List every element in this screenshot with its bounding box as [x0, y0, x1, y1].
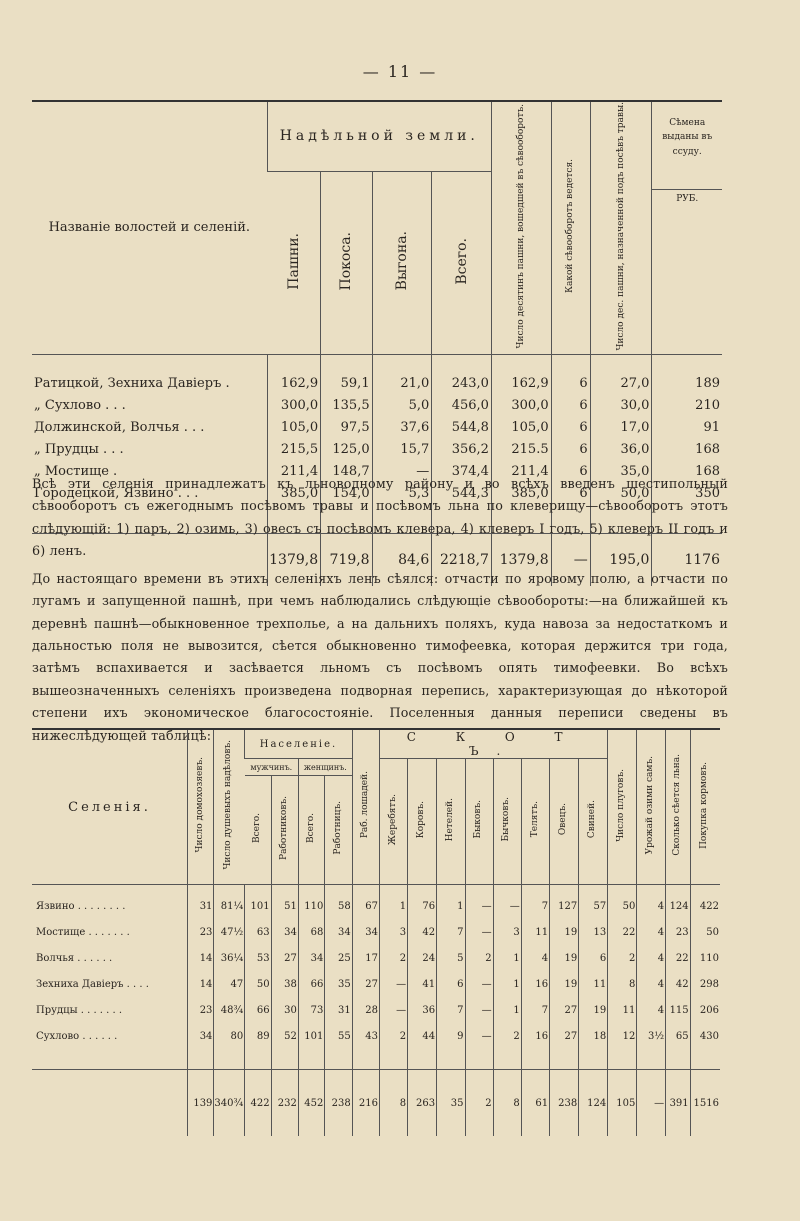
table-cell: 350 — [652, 483, 722, 505]
table-cell: 300,0 — [267, 395, 321, 417]
total-cell: 195,0 — [590, 533, 652, 586]
table-cell: 300,0 — [491, 395, 551, 417]
table-cell: 34 — [325, 919, 352, 945]
table-cell: 2 — [465, 945, 493, 971]
table-cell: 89 — [245, 1023, 271, 1049]
table-cell: 356,2 — [432, 439, 492, 461]
row-name: Язвино . . . . . . . . — [36, 900, 126, 912]
table-cell: 168 — [652, 461, 722, 483]
rotation-col-header: Число десятинъ пашни, вошедшей въ сѣвооборотъ. — [491, 102, 551, 354]
page-number: — 11 — — [362, 62, 438, 81]
table-cell: 6 — [551, 417, 590, 439]
table-row — [32, 919, 720, 945]
table-cell: 19 — [579, 997, 608, 1023]
table-row — [32, 945, 720, 971]
table-cell: 23 — [188, 919, 214, 945]
table-row — [32, 971, 720, 997]
table-cell: — — [465, 919, 493, 945]
spacer-cell — [298, 1049, 324, 1070]
table-cell: 3 — [493, 919, 521, 945]
table-cell: 34 — [352, 919, 379, 945]
women-total-header: Всего. — [298, 776, 324, 885]
table-cell: 50,0 — [590, 483, 652, 505]
table-cell: — — [465, 1023, 493, 1049]
fodder-purchase-header: Покупка кормовъ. — [690, 730, 720, 885]
table-cell: 189 — [652, 354, 722, 395]
table-cell: 53 — [245, 945, 271, 971]
spacer-cell — [579, 1049, 608, 1070]
table-cell: 17 — [352, 945, 379, 971]
table-cell: 162,9 — [491, 354, 551, 395]
census-table — [32, 728, 720, 1136]
total-cell: 124 — [579, 1070, 608, 1137]
table-cell: 55 — [325, 1023, 352, 1049]
table-cell: 8 — [608, 971, 637, 997]
table-cell: 57 — [579, 885, 608, 920]
table-cell: 66 — [298, 971, 324, 997]
table-cell: 34 — [298, 945, 324, 971]
table-cell: 1 — [437, 885, 465, 920]
table-cell: 11 — [521, 919, 549, 945]
which-rotation-col-header: Какой сѣвооборотъ ведется. — [551, 102, 590, 354]
table-row — [32, 354, 722, 395]
table-cell: — — [379, 997, 407, 1023]
table-cell: 22 — [608, 919, 637, 945]
spacer-row — [32, 1049, 720, 1070]
heifers-header: Нетелей. — [437, 759, 465, 885]
total-cell: 139 — [188, 1070, 214, 1137]
cows-header: Коровъ. — [408, 759, 437, 885]
table-cell: 97,5 — [321, 417, 372, 439]
table-cell: 105,0 — [267, 417, 321, 439]
table-cell: 12 — [608, 1023, 637, 1049]
row-name: Должинской, Волчья . . . — [34, 420, 205, 436]
total-cell: 340¾ — [214, 1070, 245, 1137]
total-cell: 35 — [437, 1070, 465, 1137]
spacer-cell — [245, 1049, 271, 1070]
table-cell: 1 — [493, 945, 521, 971]
table-cell: 91 — [652, 417, 722, 439]
table-cell: 110 — [690, 945, 720, 971]
men-workers-header: Работниковъ. — [271, 776, 298, 885]
table-cell: 4 — [637, 997, 666, 1023]
clover-col-header: Число дес. пашни, назначенной подъ посѣвъ травы. — [590, 102, 652, 354]
table-cell: 5,0 — [372, 395, 432, 417]
table-row — [32, 997, 720, 1023]
total-cell: 8 — [493, 1070, 521, 1137]
spacer-cell — [437, 1049, 465, 1070]
table-cell: 63 — [245, 919, 271, 945]
row-name: Сухлово . . . . . . — [36, 1030, 118, 1042]
table-cell: 5,3 — [372, 483, 432, 505]
total-cell: 452 — [298, 1070, 324, 1137]
men-header: мужчинъ. — [245, 759, 299, 776]
table-cell: 30,0 — [590, 395, 652, 417]
population-header: Населеніе. — [245, 730, 353, 759]
row-name: Мостище . . . . . . . — [36, 926, 130, 938]
table-cell: 1 — [493, 971, 521, 997]
table-cell: 11 — [608, 997, 637, 1023]
table-cell: 3 — [379, 919, 407, 945]
total-cell: 1379,8 — [491, 533, 551, 586]
spacer-cell — [32, 1049, 188, 1070]
hayfield-header: Покоса. — [321, 171, 372, 354]
table-cell: 215.5 — [491, 439, 551, 461]
spacer-cell — [690, 1049, 720, 1070]
spacer-cell — [493, 1049, 521, 1070]
table-cell: 6 — [579, 945, 608, 971]
pasture-header: Выгона. — [372, 171, 432, 354]
table-cell: 35,0 — [590, 461, 652, 483]
households-header: Число домохозяевъ. — [188, 730, 214, 885]
table-cell: — — [465, 997, 493, 1023]
row-name: „ Прудцы . . . — [34, 442, 124, 458]
spacer-cell — [352, 1049, 379, 1070]
ploughs-header: Число плуговъ. — [608, 730, 637, 885]
table-cell: 115 — [666, 997, 691, 1023]
table-cell: 51 — [271, 885, 298, 920]
table-cell: 36¼ — [214, 945, 245, 971]
table-cell: 1 — [379, 885, 407, 920]
table-cell: 215,5 — [267, 439, 321, 461]
table-cell: 430 — [690, 1023, 720, 1049]
table-cell: 24 — [408, 945, 437, 971]
table-cell: 65 — [666, 1023, 691, 1049]
spacer-cell — [521, 1049, 549, 1070]
table-cell: 135,5 — [321, 395, 372, 417]
table-cell: 6 — [551, 354, 590, 395]
spacer-cell — [608, 1049, 637, 1070]
table-cell: 16 — [521, 1023, 549, 1049]
total-cell: 216 — [352, 1070, 379, 1137]
table-cell: 73 — [298, 997, 324, 1023]
spacer-cell — [325, 1049, 352, 1070]
total-cell: 719,8 — [321, 533, 372, 586]
table-cell: 4 — [637, 919, 666, 945]
table-cell: 31 — [325, 997, 352, 1023]
table-cell: 66 — [245, 997, 271, 1023]
total-row — [32, 1070, 720, 1137]
table-cell: 3½ — [637, 1023, 666, 1049]
table-cell: 15,7 — [372, 439, 432, 461]
total-cell: 105 — [608, 1070, 637, 1137]
table-cell: 68 — [298, 919, 324, 945]
table-cell: 19 — [550, 971, 579, 997]
table-cell: 52 — [271, 1023, 298, 1049]
spacer-cell — [214, 1049, 245, 1070]
table-cell: 37,6 — [372, 417, 432, 439]
table-cell: 14 — [188, 945, 214, 971]
total-cell: 422 — [245, 1070, 271, 1137]
table-cell: 18 — [579, 1023, 608, 1049]
table-cell: 34 — [271, 919, 298, 945]
census-table-body — [32, 885, 720, 1137]
table-cell: 43 — [352, 1023, 379, 1049]
total-cell: — — [551, 533, 590, 586]
table-cell: 16 — [521, 971, 549, 997]
total-cell: 391 — [666, 1070, 691, 1137]
table-cell: 544,8 — [432, 417, 492, 439]
livestock-header: С К О Т Ъ. — [379, 730, 607, 759]
table-row — [32, 395, 722, 417]
row-name: Зехниха Давіеръ . . . . — [36, 978, 149, 990]
table-cell: — — [465, 971, 493, 997]
row-name: Городецкой, Язвино . . . — [34, 486, 199, 502]
table-cell: 1 — [493, 997, 521, 1023]
village-header: Селенія. — [32, 730, 188, 885]
table-cell: 2 — [493, 1023, 521, 1049]
table-cell: 38 — [271, 971, 298, 997]
table-cell: 81¼ — [214, 885, 245, 920]
table-cell: 385,0 — [491, 483, 551, 505]
table-cell: 11 — [579, 971, 608, 997]
bullocks-header: Бычковъ. — [493, 759, 521, 885]
table-cell: 422 — [690, 885, 720, 920]
table-cell: 211,4 — [491, 461, 551, 483]
table-cell: 2 — [379, 945, 407, 971]
table-cell: 48¾ — [214, 997, 245, 1023]
table-cell: 76 — [408, 885, 437, 920]
work-horses-header: Раб. лошадей. — [352, 730, 379, 885]
table-cell: 2 — [379, 1023, 407, 1049]
table-cell: 47½ — [214, 919, 245, 945]
table-cell: 243,0 — [432, 354, 492, 395]
table-cell: 374,4 — [432, 461, 492, 483]
total-cell: 232 — [271, 1070, 298, 1137]
table-cell: 210 — [652, 395, 722, 417]
table-cell: 2 — [608, 945, 637, 971]
spacer-cell — [465, 1049, 493, 1070]
table-cell: — — [493, 885, 521, 920]
table-cell: 22 — [666, 945, 691, 971]
table-cell: 385,0 — [267, 483, 321, 505]
spacer-cell — [666, 1049, 691, 1070]
table-cell: 110 — [298, 885, 324, 920]
table-cell: 298 — [690, 971, 720, 997]
total-cell: 84,6 — [372, 533, 432, 586]
table-cell: 124 — [666, 885, 691, 920]
table-row — [32, 1023, 720, 1049]
table-cell: 36,0 — [590, 439, 652, 461]
table-cell: 21,0 — [372, 354, 432, 395]
arable-header: Пашни. — [267, 171, 321, 354]
table-cell: 7 — [521, 997, 549, 1023]
row-name: Ратицкой, Зехниха Давіеръ . — [34, 376, 230, 392]
spacer-cell — [550, 1049, 579, 1070]
table-cell: 5 — [437, 945, 465, 971]
table-cell: 31 — [188, 885, 214, 920]
table-cell: 50 — [245, 971, 271, 997]
table-cell: 27 — [352, 971, 379, 997]
table-cell: 101 — [245, 885, 271, 920]
table-cell: 6 — [551, 439, 590, 461]
total-cell: 1379,8 — [267, 533, 321, 586]
table-cell: 456,0 — [432, 395, 492, 417]
table-cell: 50 — [608, 885, 637, 920]
harvest-header: Урожай озими самъ. — [637, 730, 666, 885]
spacer-cell — [188, 1049, 214, 1070]
total-cell: 1176 — [652, 533, 722, 586]
table-cell: 544,3 — [432, 483, 492, 505]
table-cell: 206 — [690, 997, 720, 1023]
women-header: женщинъ. — [298, 759, 352, 776]
table-cell: 127 — [550, 885, 579, 920]
bulls-header: Быковъ. — [465, 759, 493, 885]
table-cell: — — [372, 461, 432, 483]
table-cell: 162,9 — [267, 354, 321, 395]
total-cell: 2218,7 — [432, 533, 492, 586]
spacer-cell — [408, 1049, 437, 1070]
table-cell: 4 — [521, 945, 549, 971]
row-name: Волчья . . . . . . — [36, 952, 113, 964]
allotments-header: Число душевыхъ надѣловъ. — [214, 730, 245, 885]
spacer-cell — [637, 1049, 666, 1070]
table-cell: 23 — [188, 997, 214, 1023]
table-cell: 154,0 — [321, 483, 372, 505]
flax-sown-header: Сколько сѣется льна. — [666, 730, 691, 885]
table-cell: 6 — [551, 483, 590, 505]
sheep-header: Овецъ. — [550, 759, 579, 885]
table-cell: 148,7 — [321, 461, 372, 483]
foals-header: Жеребятъ. — [379, 759, 407, 885]
row-name: Прудцы . . . . . . . — [36, 1004, 123, 1016]
table-cell: 25 — [325, 945, 352, 971]
table-cell: 50 — [690, 919, 720, 945]
table-cell: 59,1 — [321, 354, 372, 395]
table-cell: 36 — [408, 997, 437, 1023]
table-cell: 80 — [214, 1023, 245, 1049]
table-cell: 30 — [271, 997, 298, 1023]
land-name-header: Названіе волостей и селеній. — [32, 102, 267, 354]
table-cell: 17,0 — [590, 417, 652, 439]
table-cell: — — [379, 971, 407, 997]
land-group-header: Надѣльной земли. — [267, 102, 491, 171]
row-name: „ Мостище . — [34, 464, 118, 480]
table-cell: 7 — [521, 885, 549, 920]
table-cell: 168 — [652, 439, 722, 461]
table-row — [32, 885, 720, 920]
table-cell: 27,0 — [590, 354, 652, 395]
table-cell: 42 — [408, 919, 437, 945]
total-cell: 1516 — [690, 1070, 720, 1137]
table-cell: 19 — [550, 919, 579, 945]
table-row — [32, 439, 722, 461]
table-cell: 211,4 — [267, 461, 321, 483]
total-cell: — — [637, 1070, 666, 1137]
table-cell: 41 — [408, 971, 437, 997]
table-cell: 125,0 — [321, 439, 372, 461]
total-label-cell — [32, 1070, 188, 1137]
table-cell: 58 — [325, 885, 352, 920]
table-cell: 13 — [579, 919, 608, 945]
table-cell: — — [465, 885, 493, 920]
total-cell: 61 — [521, 1070, 549, 1137]
table-cell: 7 — [437, 919, 465, 945]
table-cell: 34 — [188, 1023, 214, 1049]
table-cell: 28 — [352, 997, 379, 1023]
row-name: „ Сухлово . . . — [34, 398, 126, 414]
table-cell: 6 — [437, 971, 465, 997]
table-row — [32, 417, 722, 439]
table-cell: 9 — [437, 1023, 465, 1049]
spacer-cell — [379, 1049, 407, 1070]
total-cell: 8 — [379, 1070, 407, 1137]
total-cell: 2 — [465, 1070, 493, 1137]
table-cell: 44 — [408, 1023, 437, 1049]
table-cell: 27 — [271, 945, 298, 971]
table-cell: 23 — [666, 919, 691, 945]
paragraph-census: До настоящаго времени въ этихъ селеніяхъ ленъ сѣялся: отчасти по яровому полю, а отчасти по лугамъ и запущенной пашнѣ, при чемъ наблюдались слѣдующіе сѣвообороты:—на ближайшей къ деревнѣ пашнѣ—обыкновенное трехполье, а на дальнихъ поляхъ, куда навоза за недостаткомъ и дальностью поля не вывозится, сѣется обыкновенно тимофеевка, которая держится три года, затѣмъ вспахивается и засѣвается льномъ съ посѣвомъ опять тимофеевки. Во всѣхъ вышеозначенныхъ селеніяхъ произведена подворная перепись, характеризующая до нѣкоторой степени ихъ экономическое благосостояніе. Поселенныя данныя переписи сведены въ нижеслѣдующей таблицѣ: — [32, 570, 728, 743]
table-cell: 4 — [637, 945, 666, 971]
pigs-header: Свиней. — [579, 759, 608, 885]
paragraph-rotation: Всѣ эти селенія принадлежатъ къ льноводному району и во всѣхъ введенъ шестипольный сѣвооборотъ съ ежегоднымъ посѣвомъ травы и посѣвомъ льна по клеверищу—сѣвооборотъ этотъ слѣдующій: 1) паръ, 2) озимь, 3) овесъ съ посѣвомъ клевера, 4) клеверъ I годъ, 5) клеверъ II годъ и 6) ленъ. — [32, 475, 728, 558]
total-cell: 263 — [408, 1070, 437, 1137]
table-cell: 4 — [637, 971, 666, 997]
table-cell: 47 — [214, 971, 245, 997]
total-land-header: Всего. — [432, 171, 492, 354]
spacer-cell — [271, 1049, 298, 1070]
women-workers-header: Работницъ. — [325, 776, 352, 885]
table-cell: 27 — [550, 1023, 579, 1049]
table-cell: 35 — [325, 971, 352, 997]
table-cell: 7 — [437, 997, 465, 1023]
calves-header: Телятъ. — [521, 759, 549, 885]
table-cell: 101 — [298, 1023, 324, 1049]
table-cell: 6 — [551, 395, 590, 417]
total-cell: 238 — [325, 1070, 352, 1137]
table-cell: 14 — [188, 971, 214, 997]
men-total-header: Всего. — [245, 776, 271, 885]
table-cell: 105,0 — [491, 417, 551, 439]
table-cell: 19 — [550, 945, 579, 971]
table-cell: 67 — [352, 885, 379, 920]
seeds-col-header: Сѣмена выданы въ ссуду. РУБ. — [652, 102, 722, 354]
table-cell: 42 — [666, 971, 691, 997]
total-cell: 238 — [550, 1070, 579, 1137]
table-cell: 4 — [637, 885, 666, 920]
table-cell: 27 — [550, 997, 579, 1023]
table-cell: 6 — [551, 461, 590, 483]
